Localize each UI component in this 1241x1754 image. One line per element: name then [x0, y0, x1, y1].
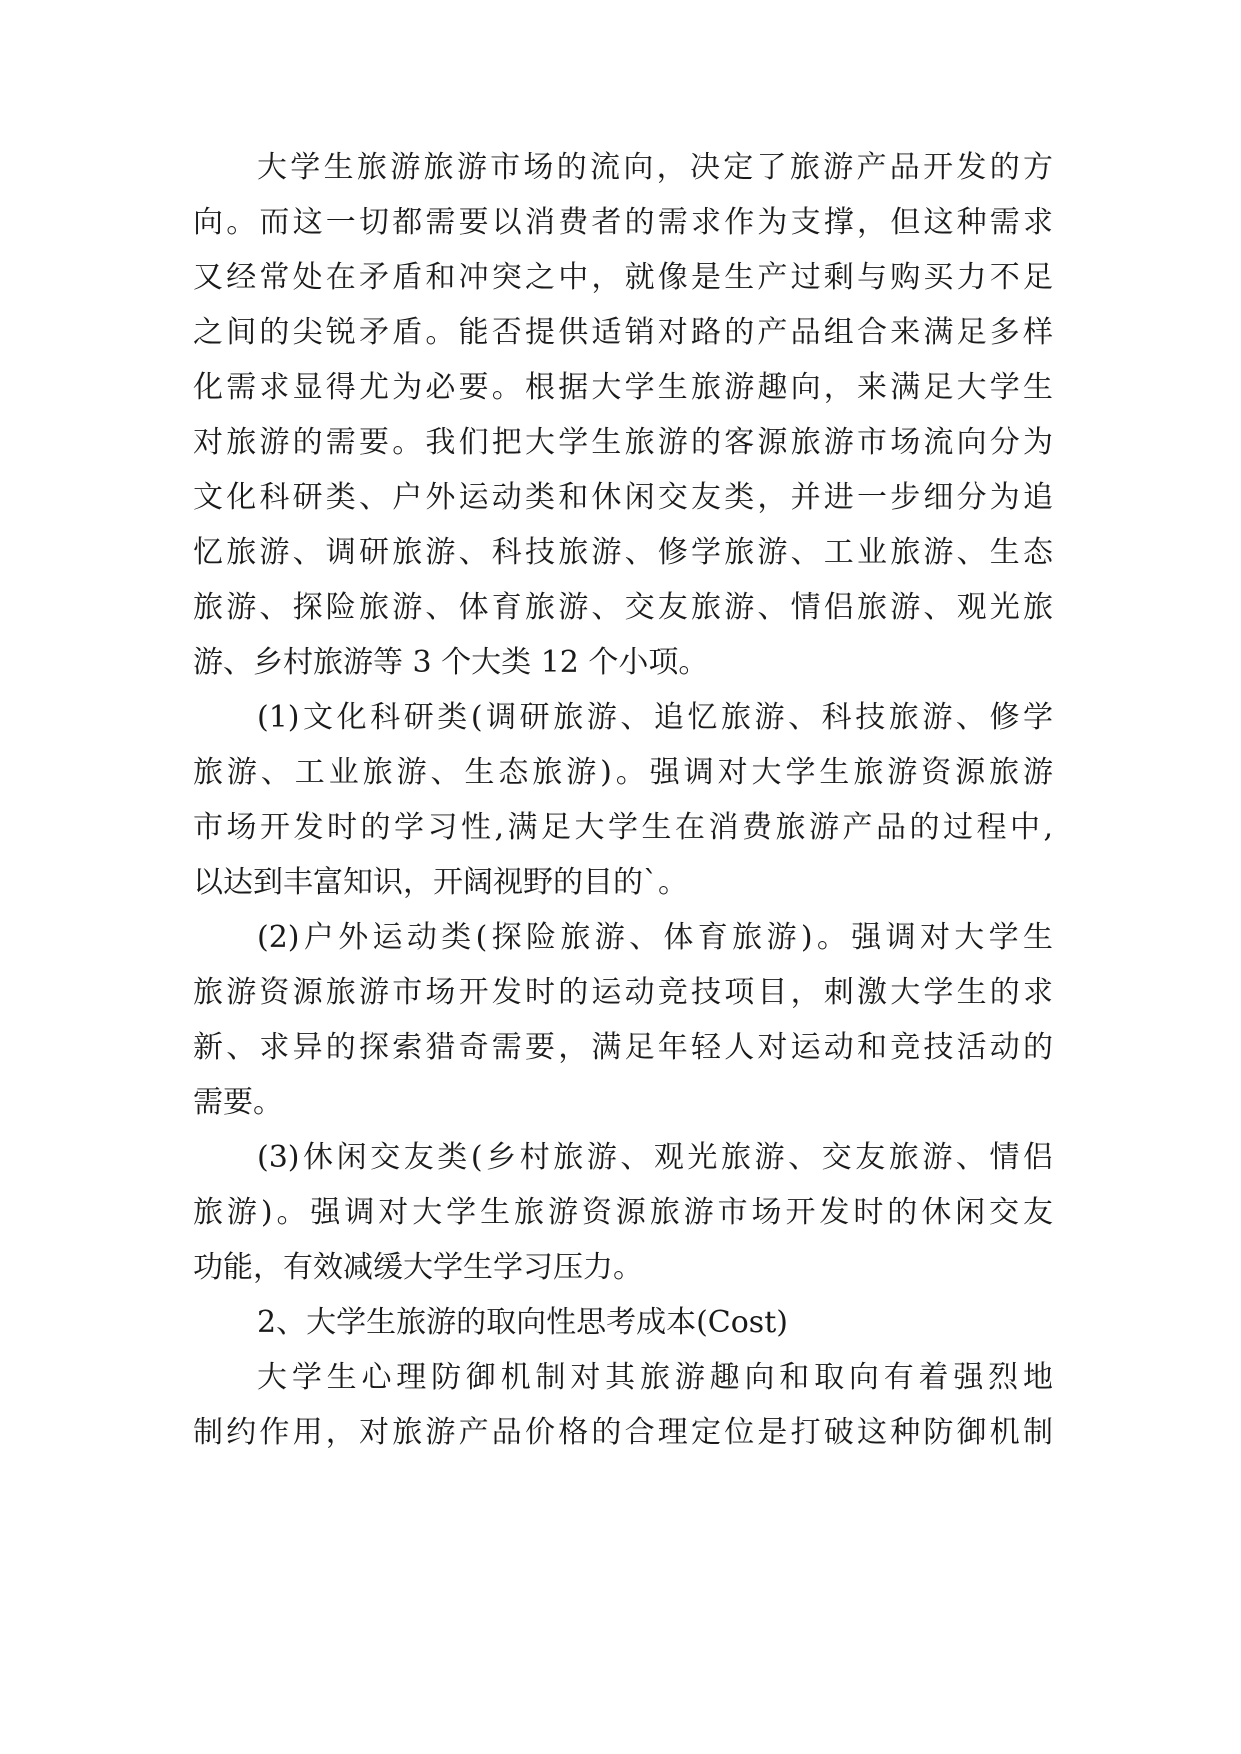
paragraph-1-line-3: 又经常处在矛盾和冲突之中，就像是生产过剩与购买力不足 — [193, 260, 1053, 295]
paragraph-4-line-2: 旅游)。强调对大学生旅游资源旅游市场开发时的休闲交友 — [193, 1195, 1053, 1230]
paragraph-2-line-2: 旅游、工业旅游、生态旅游)。强调对大学生旅游资源旅游 — [193, 755, 1053, 790]
paragraph-2-line-3: 市场开发时的学习性,满足大学生在消费旅游产品的过程中, — [193, 810, 1053, 845]
paragraph-1-line-6: 对旅游的需要。我们把大学生旅游的客源旅游市场流向分为 — [193, 425, 1053, 460]
paragraph-5-line-1: 大学生心理防御机制对其旅游趣向和取向有着强烈地 — [257, 1360, 1053, 1395]
paragraph-3-line-4: 需要。 — [193, 1085, 283, 1120]
paragraph-1-line-7: 文化科研类、户外运动类和休闲交友类，并进一步细分为追 — [193, 480, 1053, 515]
paragraph-1-line-9: 旅游、探险旅游、体育旅游、交友旅游、情侣旅游、观光旅 — [193, 590, 1053, 625]
paragraph-3-line-2: 旅游资源旅游市场开发时的运动竞技项目，刺激大学生的求 — [193, 975, 1053, 1010]
paragraph-1-line-4: 之间的尖锐矛盾。能否提供适销对路的产品组合来满足多样 — [193, 315, 1053, 350]
paragraph-1-line-1: 大学生旅游旅游市场的流向，决定了旅游产品开发的方 — [257, 150, 1053, 185]
paragraph-4-line-1: (3)休闲交友类(乡村旅游、观光旅游、交友旅游、情侣 — [257, 1140, 1053, 1175]
section-heading: 2、大学生旅游的取向性思考成本(Cost) — [257, 1305, 788, 1340]
paragraph-2-line-4: 以达到丰富知识，开阔视野的目的`。 — [193, 865, 688, 900]
paragraph-2-line-1: (1)文化科研类(调研旅游、追忆旅游、科技旅游、修学 — [257, 700, 1053, 735]
paragraph-3-line-3: 新、求异的探索猎奇需要，满足年轻人对运动和竞技活动的 — [193, 1030, 1053, 1065]
paragraph-5-line-2: 制约作用，对旅游产品价格的合理定位是打破这种防御机制 — [193, 1415, 1053, 1450]
paragraph-1-line-5: 化需求显得尤为必要。根据大学生旅游趣向，来满足大学生 — [193, 370, 1053, 405]
paragraph-3-line-1: (2)户外运动类(探险旅游、体育旅游)。强调对大学生 — [257, 920, 1053, 955]
paragraph-1-line-8: 忆旅游、调研旅游、科技旅游、修学旅游、工业旅游、生态 — [193, 535, 1053, 570]
paragraph-1-line-2: 向。而这一切都需要以消费者的需求作为支撑，但这种需求 — [193, 205, 1053, 240]
paragraph-1-line-10: 游、乡村旅游等 3 个大类 12 个小项。 — [193, 645, 709, 680]
paragraph-4-line-3: 功能，有效减缓大学生学习压力。 — [193, 1250, 643, 1285]
